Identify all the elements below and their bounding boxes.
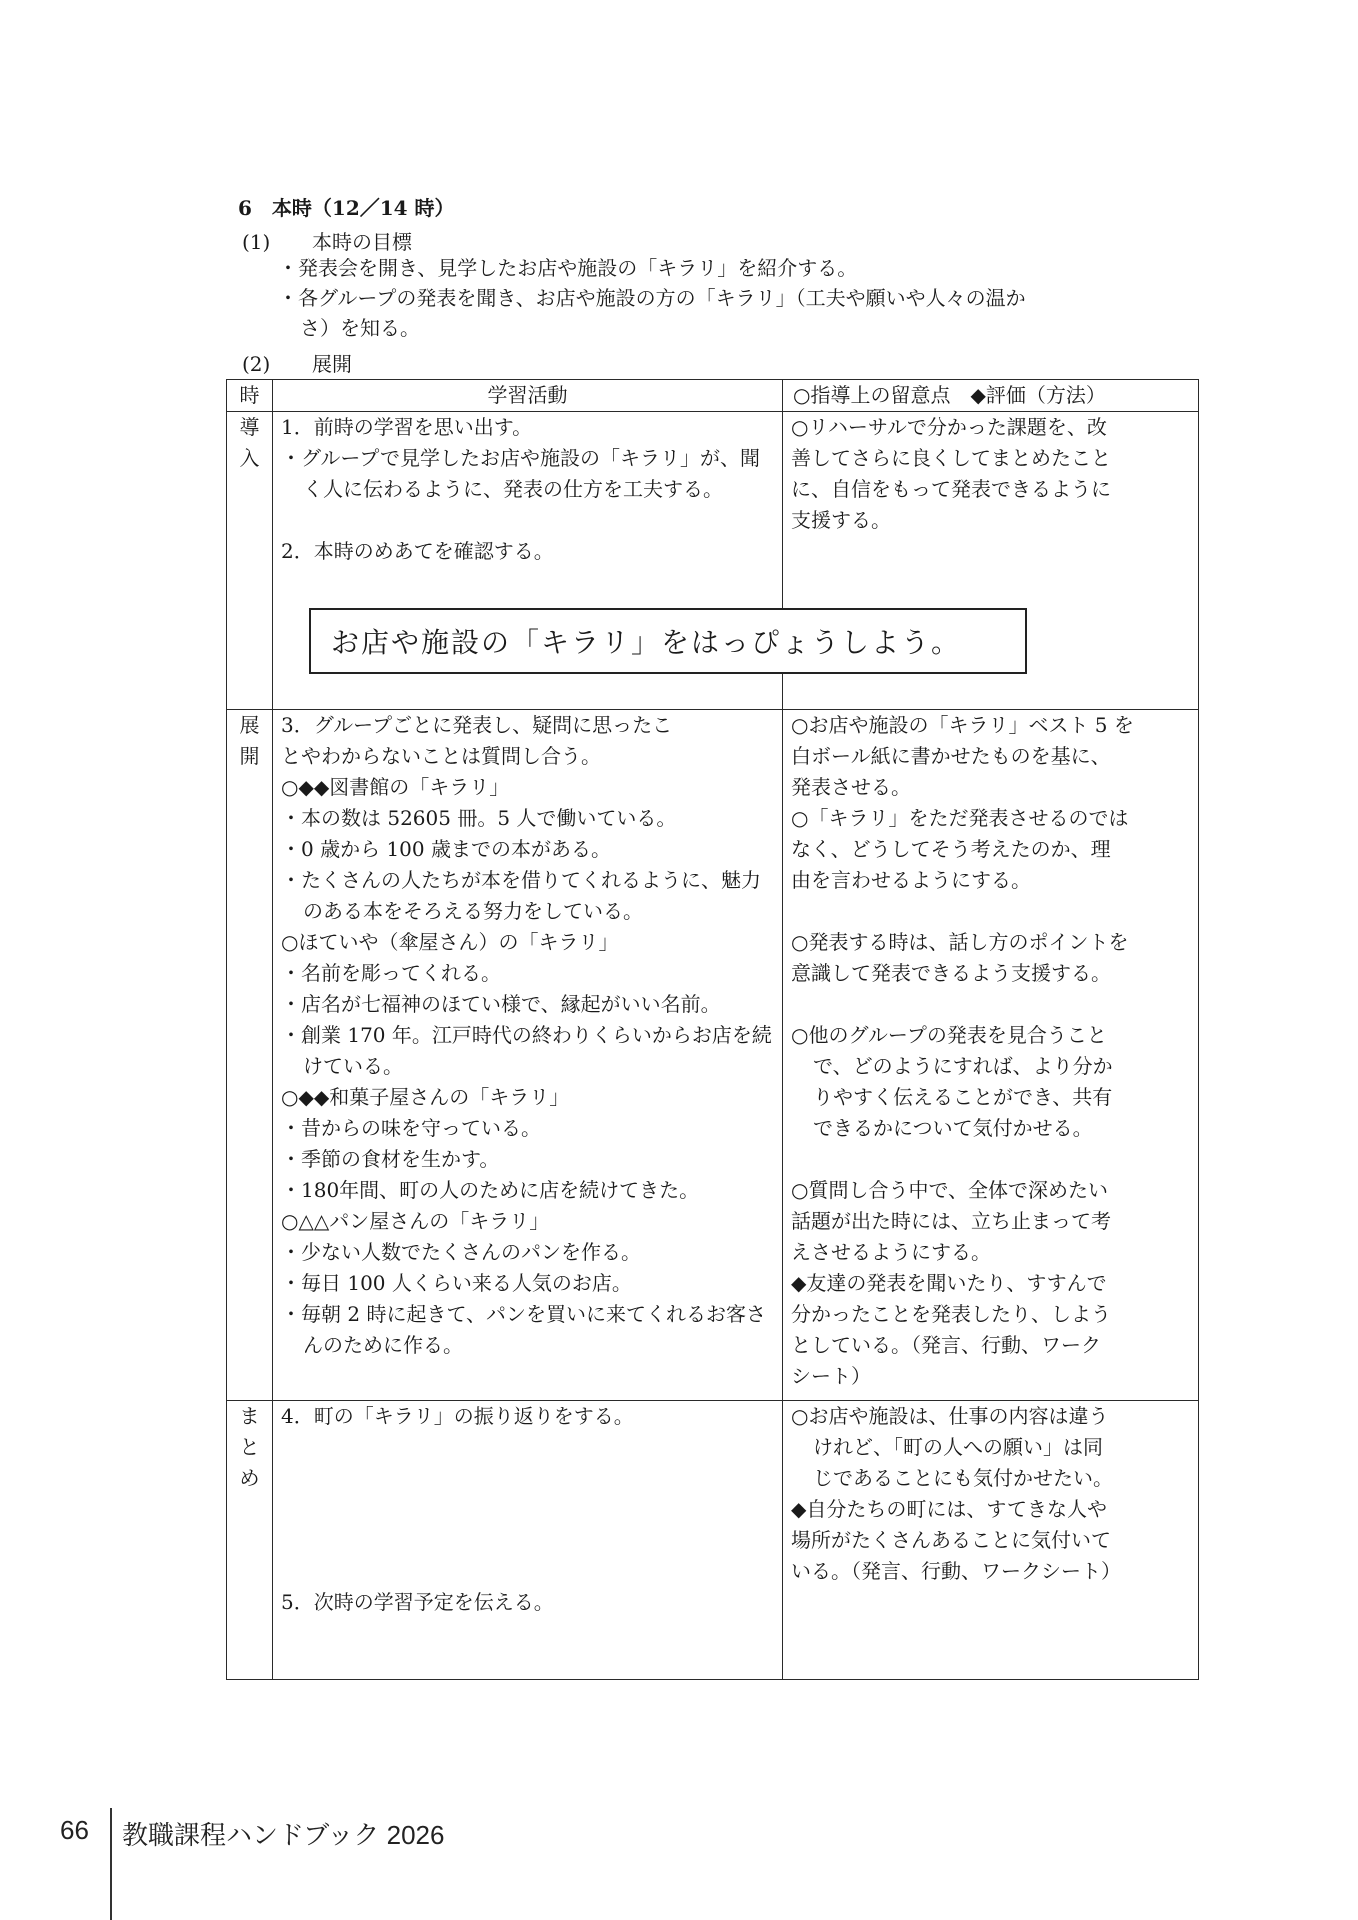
phase-summary: ま と め <box>227 1401 273 1680</box>
list-item: ・0 歳から 100 歳までの本がある。 <box>281 837 611 861</box>
list-item: ・本の数は 52605 冊。5 人で働いている。 <box>281 806 677 830</box>
development-heading-number: (2) <box>242 352 271 376</box>
list-item: ・毎日 100 人くらい来る人気のお店。 <box>281 1271 632 1295</box>
spacer <box>281 1525 774 1556</box>
goal-item-2-continued: さ）を知る。 <box>300 316 420 340</box>
list-item: 5．次時の学習予定を伝える。 <box>281 1590 554 1614</box>
list-item: ○◆◆和菓子屋さんの「キラリ」 <box>281 1085 570 1109</box>
list-item: ・昔からの味を守っている。 <box>281 1116 541 1140</box>
list-item: 1．前時の学習を思い出す。 <box>281 415 533 439</box>
header-notes: ○指導上の留意点 ◆評価（方法） <box>783 380 1199 412</box>
page-number: 66 <box>60 1815 89 1845</box>
spacer <box>791 989 1190 1020</box>
list-item: ・180年間、町の人のために店を続けてきた。 <box>281 1178 700 1202</box>
list-item: ・グループで見学したお店や施設の「キラリ」が、聞く人に伝わるように、発表の仕方を工夫する。 <box>281 446 760 501</box>
list-item: 2．本時のめあてを確認する。 <box>281 539 554 563</box>
list-item: ○◆◆図書館の「キラリ」 <box>281 775 510 799</box>
list-item: 分かったことを発表したり、しよう <box>791 1302 1111 1326</box>
header-time: 時 <box>227 380 273 412</box>
list-item: としている。（発言、行動、ワーク <box>791 1333 1101 1357</box>
development-heading-label: 展開 <box>312 352 352 376</box>
footer-title: 教職課程ハンドブック 2026 <box>122 1820 445 1850</box>
list-item: 由を言わせるようにする。 <box>791 868 1031 892</box>
section-title: 6 本時（12／14 時） <box>238 196 455 220</box>
summary-activities <box>273 1401 783 1680</box>
list-item: ・少ない人数でたくさんのパンを作る。 <box>281 1240 641 1264</box>
development-notes <box>783 710 1199 1401</box>
spacer <box>791 896 1190 927</box>
table-header-row <box>227 380 1199 412</box>
spacer <box>281 505 774 536</box>
header-activities: 学習活動 <box>273 380 783 412</box>
list-item: ◆友達の発表を聞いたり、すすんで <box>791 1271 1107 1295</box>
list-item: ○△△パン屋さんの「キラリ」 <box>281 1209 550 1233</box>
table-row-development <box>227 710 1199 1401</box>
list-item: えさせるようにする。 <box>791 1240 991 1264</box>
list-item: ○お店や施設は、仕事の内容は違う <box>791 1404 1109 1428</box>
list-item: 意識して発表できるよう支援する。 <box>791 961 1111 985</box>
list-item: 白ボール紙に書かせたものを基に、 <box>791 744 1111 768</box>
list-item: 場所がたくさんあることに気付いて <box>791 1528 1111 1552</box>
footer-divider <box>110 1808 112 1920</box>
list-item: けれど、「町の人への願い」は同 <box>813 1435 1103 1459</box>
list-item: ○ほていや（傘屋さん）の「キラリ」 <box>281 930 619 954</box>
list-item: 3．グループごとに発表し、疑問に思ったこ <box>281 713 673 737</box>
list-item: ・毎朝 2 時に起きて、パンを買いに来てくれるお客さんのために作る。 <box>281 1302 767 1357</box>
phase-development: 展 開 <box>227 710 273 1401</box>
list-item: りやすく伝えることができ、共有 <box>813 1085 1113 1109</box>
list-item: 4．町の「キラリ」の振り返りをする。 <box>281 1404 634 1428</box>
spacer <box>281 1556 774 1587</box>
list-item: なく、どうしてそう考えたのか、理 <box>791 837 1111 861</box>
summary-notes <box>783 1401 1199 1680</box>
goals-heading-label: 本時の目標 <box>312 230 412 254</box>
table-row-summary <box>227 1401 1199 1680</box>
development-heading <box>242 348 352 377</box>
intro-notes: ○リハーサルで分かった課題を、改 善してさらに良くしてまとめたこと に、自信をもって発表できるように 支援する。 <box>783 412 1199 710</box>
goals-heading-number: (1) <box>242 230 271 254</box>
list-item: ○他のグループの発表を見合うこと <box>791 1023 1107 1047</box>
development-activities <box>273 710 783 1401</box>
list-item: ◆自分たちの町には、すてきな人や <box>791 1497 1107 1521</box>
goals-heading <box>242 226 412 255</box>
spacer <box>281 1432 774 1463</box>
list-item: ○質問し合う中で、全体で深めたい <box>791 1178 1109 1202</box>
goal-item-2: ・各グループの発表を聞き、お店や施設の方の「キラリ」（工夫や願いや人々の温か <box>278 286 1026 310</box>
list-item: ・たくさんの人たちが本を借りてくれるように、魅力のある本をそろえる努力をしている。 <box>281 868 761 923</box>
list-item: ・店名が七福神のほてい様で、縁起がいい名前。 <box>281 992 721 1016</box>
list-item: ・名前を彫ってくれる。 <box>281 961 501 985</box>
list-item: ○発表する時は、話し方のポイントを <box>791 930 1129 954</box>
list-item: できるかについて気付かせる。 <box>813 1116 1093 1140</box>
spacer <box>281 1463 774 1494</box>
spacer <box>281 1494 774 1525</box>
list-item: 話題が出た時には、立ち止まって考 <box>791 1209 1111 1233</box>
list-item: ○お店や施設の「キラリ」ベスト 5 を <box>791 713 1134 737</box>
lesson-goal-box: お店や施設の「キラリ」をはっぴょうしよう。 <box>309 608 1027 674</box>
list-item: シート） <box>791 1364 871 1388</box>
list-item: とやわからないことは質問し合う。 <box>281 744 601 768</box>
list-item: で、どのようにすれば、より分か <box>813 1054 1113 1078</box>
list-item: いる。（発言、行動、ワークシート） <box>791 1559 1121 1583</box>
spacer <box>791 1144 1190 1175</box>
phase-intro: 導 入 <box>227 412 273 710</box>
list-item: ・季節の食材を生かす。 <box>281 1147 500 1171</box>
list-item: じであることにも気付かせたい。 <box>813 1466 1113 1490</box>
lesson-plan-table <box>226 379 1199 1680</box>
list-item: 発表させる。 <box>791 775 911 799</box>
goal-item-1: ・発表会を開き、見学したお店や施設の「キラリ」を紹介する。 <box>278 256 858 280</box>
list-item: ・創業 170 年。江戸時代の終わりくらいからお店を続けている。 <box>281 1023 772 1078</box>
list-item: ○「キラリ」をただ発表させるのでは <box>791 806 1129 830</box>
